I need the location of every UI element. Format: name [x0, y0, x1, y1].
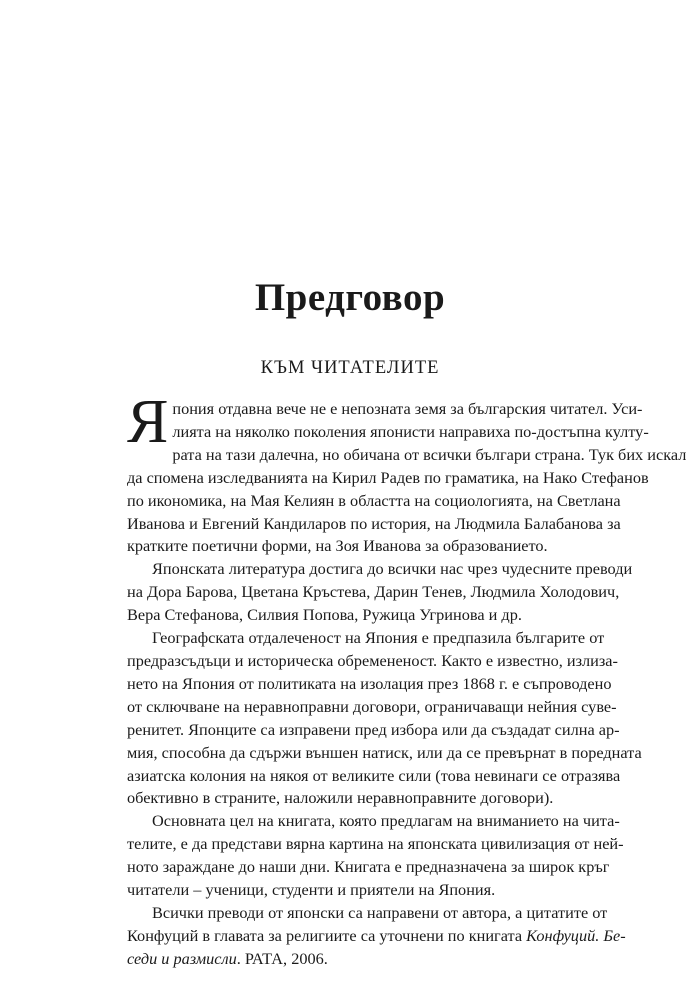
drop-cap: Я: [127, 388, 169, 456]
text-line: да спомена изследванията на Кирил Радев по граматика, на Нако Стефанов: [127, 467, 649, 487]
paragraph-5: [127, 902, 626, 971]
text-line: кратките поетични форми, на Зоя Иванова за образованието.: [127, 536, 548, 556]
text-line: нето на Япония от политиката на изолация през 1868 г. е съпроводено: [127, 673, 612, 693]
text-line: Вера Стефанова, Силвия Попова, Ружица Угринова и др.: [127, 605, 522, 625]
text-line: читатели – ученици, студенти и приятели на Япония.: [127, 880, 496, 900]
text-line: ренитет. Японците са изправени пред избора или да създадат силна ар-: [127, 719, 620, 739]
text-line: [127, 925, 626, 948]
text-line: азиатска колония на някоя от великите сили (това невинаги се отразява: [127, 765, 621, 785]
book-title-italic: седи и размисли: [127, 948, 237, 968]
text-line: от сключване на неравноправни договори, ограничаващи нейния суве-: [127, 696, 617, 716]
paragraph-3: [127, 627, 642, 810]
section-subtitle: КЪМ ЧИТАТЕЛИТЕ: [260, 358, 440, 378]
text-line: пония отдавна вече не е непозната земя за българския читател. Уси-: [172, 399, 643, 418]
text-segment: Конфуций в главата за религиите са уточнени по книгата: [127, 925, 527, 945]
text-line: Основната цел на книгата, която предлагам на вниманието на чита-: [152, 811, 620, 831]
paragraph-1: [127, 388, 687, 558]
text-line: ното зараждане до наши дни. Книгата е предназначена за широк кръг: [127, 857, 610, 877]
text-segment: . РАТА, 2006.: [236, 948, 328, 968]
text-line: Всички преводи от японски са направени от автора, а цитатите от: [152, 902, 608, 922]
text-line: обективно в страните, наложили неравноправните договори).: [127, 788, 554, 808]
text-line: лията на няколко поколения японисти направиха по-достъпна култу-: [172, 421, 649, 441]
text-line: мия, способна да сдържи външен натиск, или да се превърнат в поредната: [127, 742, 642, 762]
preface-body: [127, 388, 687, 971]
text-line: рата на тази далечна, но обичана от всички българи страна. Тук бих искал: [172, 444, 687, 464]
text-line: Японската литература достига до всички нас чрез чудесните преводи: [152, 559, 633, 579]
paragraph-4: [127, 810, 624, 902]
text-line: Географската отдалеченост на Япония е предпазила българите от: [152, 628, 605, 648]
text-line: предразсъдъци и историческа обремененост. Както е известно, излиза-: [127, 650, 618, 670]
text-line: [127, 948, 570, 971]
text-line: на Дора Барова, Цветана Кръстева, Дарин Тенев, Людмила Холодович,: [127, 582, 620, 602]
text-line: телите, е да представи вярна картина на японската цивилизация от ней-: [127, 834, 624, 854]
book-title-italic: Конфуций. Бе-: [526, 925, 626, 945]
page-title: Предговор: [254, 276, 446, 319]
text-line: по икономика, на Мая Келиян в областта на социологията, на Светлана: [127, 490, 621, 510]
paragraph-2: [127, 558, 633, 627]
text-line: Иванова и Евгений Кандиларов по история, на Людмила Балабанова за: [127, 513, 621, 533]
